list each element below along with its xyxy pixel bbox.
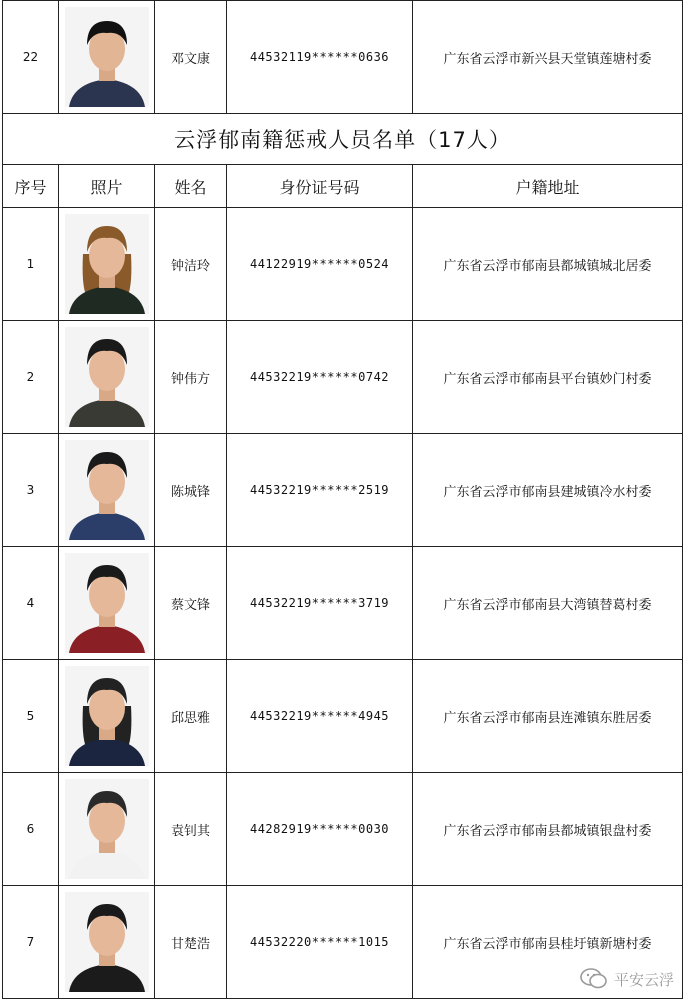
person-photo xyxy=(65,892,149,992)
header-photo: 照片 xyxy=(59,165,155,208)
id-number: 44282919******0030 xyxy=(227,773,413,886)
header-row xyxy=(3,165,683,208)
header-number: 序号 xyxy=(3,165,59,208)
person-photo xyxy=(65,7,149,107)
row-number: 7 xyxy=(3,886,59,999)
table-row xyxy=(3,547,683,660)
person-name: 钟洁玲 xyxy=(155,208,227,321)
table-row xyxy=(3,434,683,547)
row-number: 5 xyxy=(3,660,59,773)
person-name: 陈城锋 xyxy=(155,434,227,547)
photo-cell xyxy=(59,886,155,999)
person-name: 邱思雅 xyxy=(155,660,227,773)
id-number: 44532219******3719 xyxy=(227,547,413,660)
roster-table xyxy=(2,0,683,999)
table-row xyxy=(3,1,683,114)
person-name: 甘楚浩 xyxy=(155,886,227,999)
wechat-icon xyxy=(580,968,608,990)
address: 广东省云浮市郁南县平台镇妙门村委 xyxy=(413,321,683,434)
id-number: 44532119******0636 xyxy=(227,1,413,114)
address: 广东省云浮市郁南县建城镇冷水村委 xyxy=(413,434,683,547)
table-row xyxy=(3,321,683,434)
row-number: 6 xyxy=(3,773,59,886)
id-number: 44532219******2519 xyxy=(227,434,413,547)
photo-cell xyxy=(59,1,155,114)
id-number: 44122919******0524 xyxy=(227,208,413,321)
row-number: 22 xyxy=(3,1,59,114)
address: 广东省云浮市郁南县都城镇城北居委 xyxy=(413,208,683,321)
person-name: 袁钊其 xyxy=(155,773,227,886)
row-number: 1 xyxy=(3,208,59,321)
watermark xyxy=(580,968,674,990)
address: 广东省云浮市郁南县连滩镇东胜居委 xyxy=(413,660,683,773)
address: 广东省云浮市郁南县大湾镇替葛村委 xyxy=(413,547,683,660)
address: 广东省云浮市新兴县天堂镇莲塘村委 xyxy=(413,1,683,114)
person-photo xyxy=(65,553,149,653)
table-row xyxy=(3,773,683,886)
person-photo xyxy=(65,327,149,427)
row-number: 4 xyxy=(3,547,59,660)
section-title: 云浮郁南籍惩戒人员名单（17人） xyxy=(3,114,683,165)
header-id: 身份证号码 xyxy=(227,165,413,208)
person-name: 邓文康 xyxy=(155,1,227,114)
person-name: 蔡文锋 xyxy=(155,547,227,660)
id-number: 44532219******4945 xyxy=(227,660,413,773)
header-address: 户籍地址 xyxy=(413,165,683,208)
id-number: 44532220******1015 xyxy=(227,886,413,999)
photo-cell xyxy=(59,321,155,434)
section-title-row xyxy=(3,114,683,165)
person-photo xyxy=(65,440,149,540)
row-number: 2 xyxy=(3,321,59,434)
person-name: 钟伟方 xyxy=(155,321,227,434)
photo-cell xyxy=(59,434,155,547)
row-number: 3 xyxy=(3,434,59,547)
photo-cell xyxy=(59,208,155,321)
address: 广东省云浮市郁南县都城镇银盘村委 xyxy=(413,773,683,886)
watermark-text: 平安云浮 xyxy=(613,970,674,989)
header-name: 姓名 xyxy=(155,165,227,208)
photo-cell xyxy=(59,660,155,773)
person-photo xyxy=(65,214,149,314)
id-number: 44532219******0742 xyxy=(227,321,413,434)
photo-cell xyxy=(59,773,155,886)
photo-cell xyxy=(59,547,155,660)
address: 广东省云浮市郁南县桂圩镇新塘村委 xyxy=(413,886,683,999)
person-photo xyxy=(65,779,149,879)
person-photo xyxy=(65,666,149,766)
table-row xyxy=(3,660,683,773)
table-row xyxy=(3,208,683,321)
